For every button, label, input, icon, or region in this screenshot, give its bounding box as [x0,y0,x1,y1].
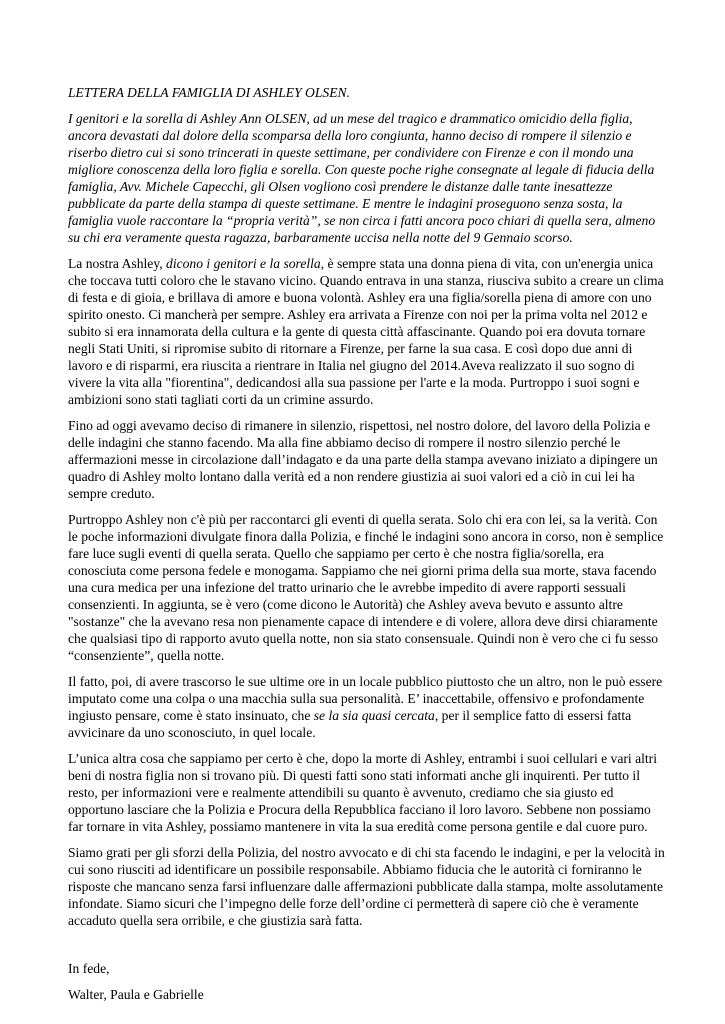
paragraph-5: L’unica altra cosa che sappiamo per certo è che, dopo la morte di Ashley, entrambi i suoi cellulari e vari altri beni di nostra figlia non si trovano più. Di questi fatti sono stati informati anche gli inquirenti. Per tutto il resto, per informazioni vere e realmente attendibili su quanto è avvenuto, crediamo che sia giusto ed opportuno lasciare che la Polizia e Procura della Repubblica facciano il loro lavoro. Sebbene non possiamo far tornare in vita Ashley, possiamo mantenere in vita la sua eredità come persona gentile e dal cuore puro. [68,751,657,834]
paragraph-1-rest: , è sempre stata una donna piena di vita, con un'energia unica che toccava tutti coloro che le stavano vicino. Quando entrava in una stanza, riusciva subito a creare un clima di festa e di gioia, e brillava di amore e buona volontà. Ashley era una figlia/sorella piena di amore con uno spirito onesto. Ci mancherà per sempre. Ashley era arrivata a Firenze con noi per la prima volta nel 2012 e subito si era innamorata della cultura e la gente di questa città affascinante. Quando poi era dovuta tornare negli Stati Uniti, si ripromise subito di ritornare a Firenze, per farne la sua casa. E così dopo due anni di lavoro e di risparmi, era riuscita a rientrare in Italia nel giugno del 2014.Aveva realizzato il suo sogno di vivere la vita alla "fiorentina", dedicandosi alla sua passione per l'arte e la moda. Purtroppo i suoi sogni e ambizioni sono stati tagliati corti da un crimine assurdo. [68,256,664,407]
paragraph-1 [68,255,665,408]
paragraph-6: Siamo grati per gli sforzi della Polizia, del nostro avvocato e di chi sta facendo le indagini, e per la velocità in cui sono riusciti ad identificare un possibile responsabile. Abbiamo fiducia che le autorità ci forniranno le risposte che mancano senza farsi influenzare dalle affermazioni pubblicate dalla stampa, molte assolutamente infondate. Siamo sicuri che l’impegno delle forze dell’ordine ci permetterà di sapere ciò che è veramente accaduto quella sera orribile, e che giustizia sarà fatta. [68,845,665,928]
paragraph-4-start: Il fatto, poi, di avere trascorso le sue ultime ore in un locale pubblico piuttosto che un altro, non le può essere imputato come una colpa o una macchia sulla sua personalità. E’ inaccettabile, offensivo e profondamente ingiusto pensare, come è stato insinuato, che [68,674,663,723]
document-title: LETTERA DELLA FAMIGLIA DI ASHLEY OLSEN. [68,85,350,100]
closing: In fede, [68,961,110,976]
paragraph-4-italic: se la sia quasi cercata [313,708,435,723]
paragraph-1-start: La nostra Ashley, [68,256,167,271]
signature: Walter, Paula e Gabrielle [68,987,204,1002]
paragraph-3: Purtroppo Ashley non c'è più per raccontarci gli eventi di quella serata. Solo chi era con lei, sa la verità. Con le poche informazioni divulgate finora dalla Polizia, e finché le indagini sono ancora in corso, non è semplice fare luce sugli eventi di quella serata. Quello che sappiamo per certo è che nostra figlia/sorella, era conosciuta come persona fedele e monogama. Sappiamo che nei giorni prima della sua morte, stava facendo una cura medica per una infezione del tratto urinario che le avrebbe impedito di avere rapporti sessuali consenzienti. In aggiunta, se è vero (come dicono le Autorità) che Ashley aveva bevuto e assunto altre "sostanze" che la avevano resa non pienamente capace di intendere e di volere, allora deve dirsi chiaramente che qualsiasi tipo di rapporto avuto quella notte, non sia stato consensuale. Quindi non è vero che ci fu sesso “consenziente”, quella notte. [68,512,664,663]
paragraph-4 [68,673,665,741]
paragraph-4-rest: , per il semplice fatto di essersi fatta avvicinare da uno sconosciuto, in quel locale. [68,708,632,740]
paragraph-2: Fino ad oggi avevamo deciso di rimanere in silenzio, rispettosi, nel nostro dolore, del lavoro della Polizia e delle indagini che stanno facendo. Ma alla fine abbiamo deciso di rompere il nostro silenzio perché le affermazioni messe in circolazione dall’indagato e da una parte della stampa avevano iniziato a dipingere un quadro di Ashley molto lontano dalla verità ed a non rendere giustizia ai suoi valori ed a ciò in cui lei ha sempre creduto. [68,418,658,501]
intro-paragraph: I genitori e la sorella di Ashley Ann OLSEN, ad un mese del tragico e drammatico omicidio della figlia, ancora devastati dal dolore della scomparsa della loro congiunta, hanno deciso di rompere il silenzio e riserbo dietro cui si sono trincerati in queste settimane, per condividere con Firenze e con il mondo una migliore conoscenza della loro figlia e sorella. Con queste poche righe consegnate al legale di fiducia della famiglia, Avv. Michele Capecchi, gli Olsen vogliono così prendere le distanze dalle tante inesattezze pubblicate da parte della stampa di queste settimane. E mentre le indagini proseguono senza sosta, la famiglia vuole raccontare la “propria verità”, se non circa i fatti ancora poco chiari di quella sera, almeno su chi era veramente questa ragazza, barbaramente uccisa nella notte del 9 Gennaio scorso. [68,111,656,245]
paragraph-1-italic: dicono i genitori e la sorella [166,256,321,271]
